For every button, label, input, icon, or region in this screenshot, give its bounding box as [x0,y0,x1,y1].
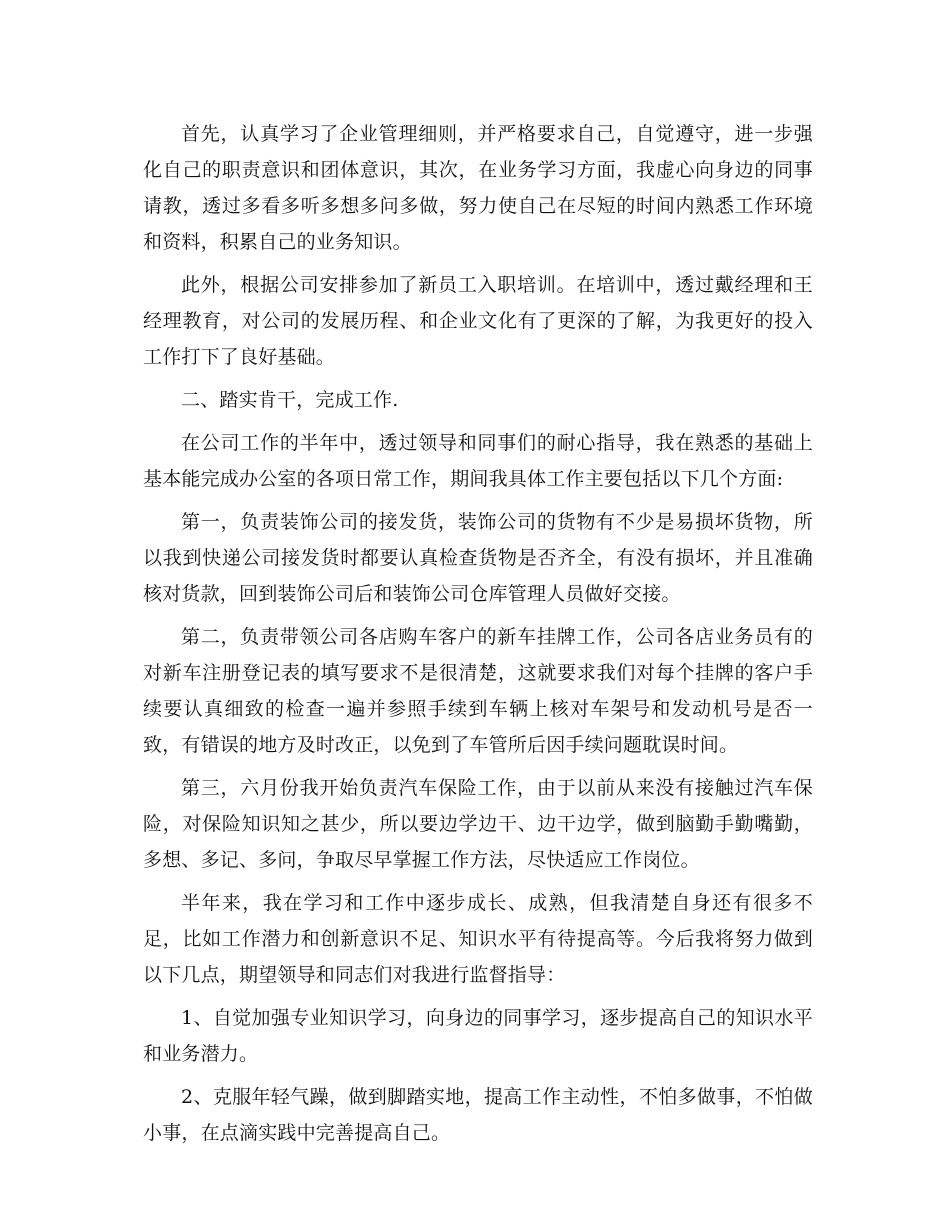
paragraph-work-intro: 在公司工作的半年中，透过领导和同事们的耐心指导，我在熟悉的基础上基本能完成办公室的各项日常工作，期间我具体工作主要包括以下几个方面: [143,432,813,490]
paragraph-second-duty: 第二，负责带领公司各店购车客户的新车挂牌工作，公司各店业务员有的对新车注册登记表的填写要求不是很清楚，这就要求我们对每个挂牌的客户手续要认真细致的检查一遍并参照手续到车辆上核对车架号和发动机号是否一致，有错误的地方及时改正，以免到了车管所后因手续问题耽误时间。 [143,626,813,756]
paragraph-study: 首先，认真学习了企业管理细则，并严格要求自己，自觉遵守，进一步强化自己的职责意识和团体意识，其次，在业务学习方面，我虚心向身边的同事请教，透过多看多听多想多问多做，努力使自己在尽短的时间内熟悉工作环境和资料，积累自己的业务知识。 [143,123,813,253]
paragraph-training: 此外，根据公司安排参加了新员工入职培训。在培训中，透过戴经理和王经理教育，对公司的发展历程、和企业文化有了更深的了解，为我更好的投入工作打下了良好基础。 [143,274,813,368]
list-item-2: 2、克服年轻气躁，做到脚踏实地，提高工作主动性，不怕多做事，不怕做小事，在点滴实践中完善提高自己。 [143,1086,813,1144]
paragraph-third-duty: 第三，六月份我开始负责汽车保险工作，由于以前从来没有接触过汽车保险，对保险知识知之甚少，所以要边学边干、边干边学，做到脑勤手勤嘴勤，多想、多记、多问，争取尽早掌握工作方法，尽快适应工作岗位。 [143,777,813,871]
section-heading-work: 二、踏实肯干，完成工作. [181,389,399,411]
document-body [143,116,813,1158]
list-item-1: 1、自觉加强专业知识学习，向身边的同事学习，逐步提高自己的知识水平和业务潜力。 [143,1007,813,1065]
paragraph-first-duty: 第一，负责装饰公司的接发货，装饰公司的货物有不少是易损坏货物，所以我到快递公司接发货时都要认真检查货物是否齐全，有没有损坏，并且准确核对货款，回到装饰公司后和装饰公司仓库管理人员做好交接。 [143,511,813,605]
paragraph-summary: 半年来，我在学习和工作中逐步成长、成熟，但我清楚自身还有很多不足，比如工作潜力和创新意识不足、知识水平有待提高等。今后我将努力做到以下几点，期望领导和同志们对我进行监督指导： [143,892,813,986]
